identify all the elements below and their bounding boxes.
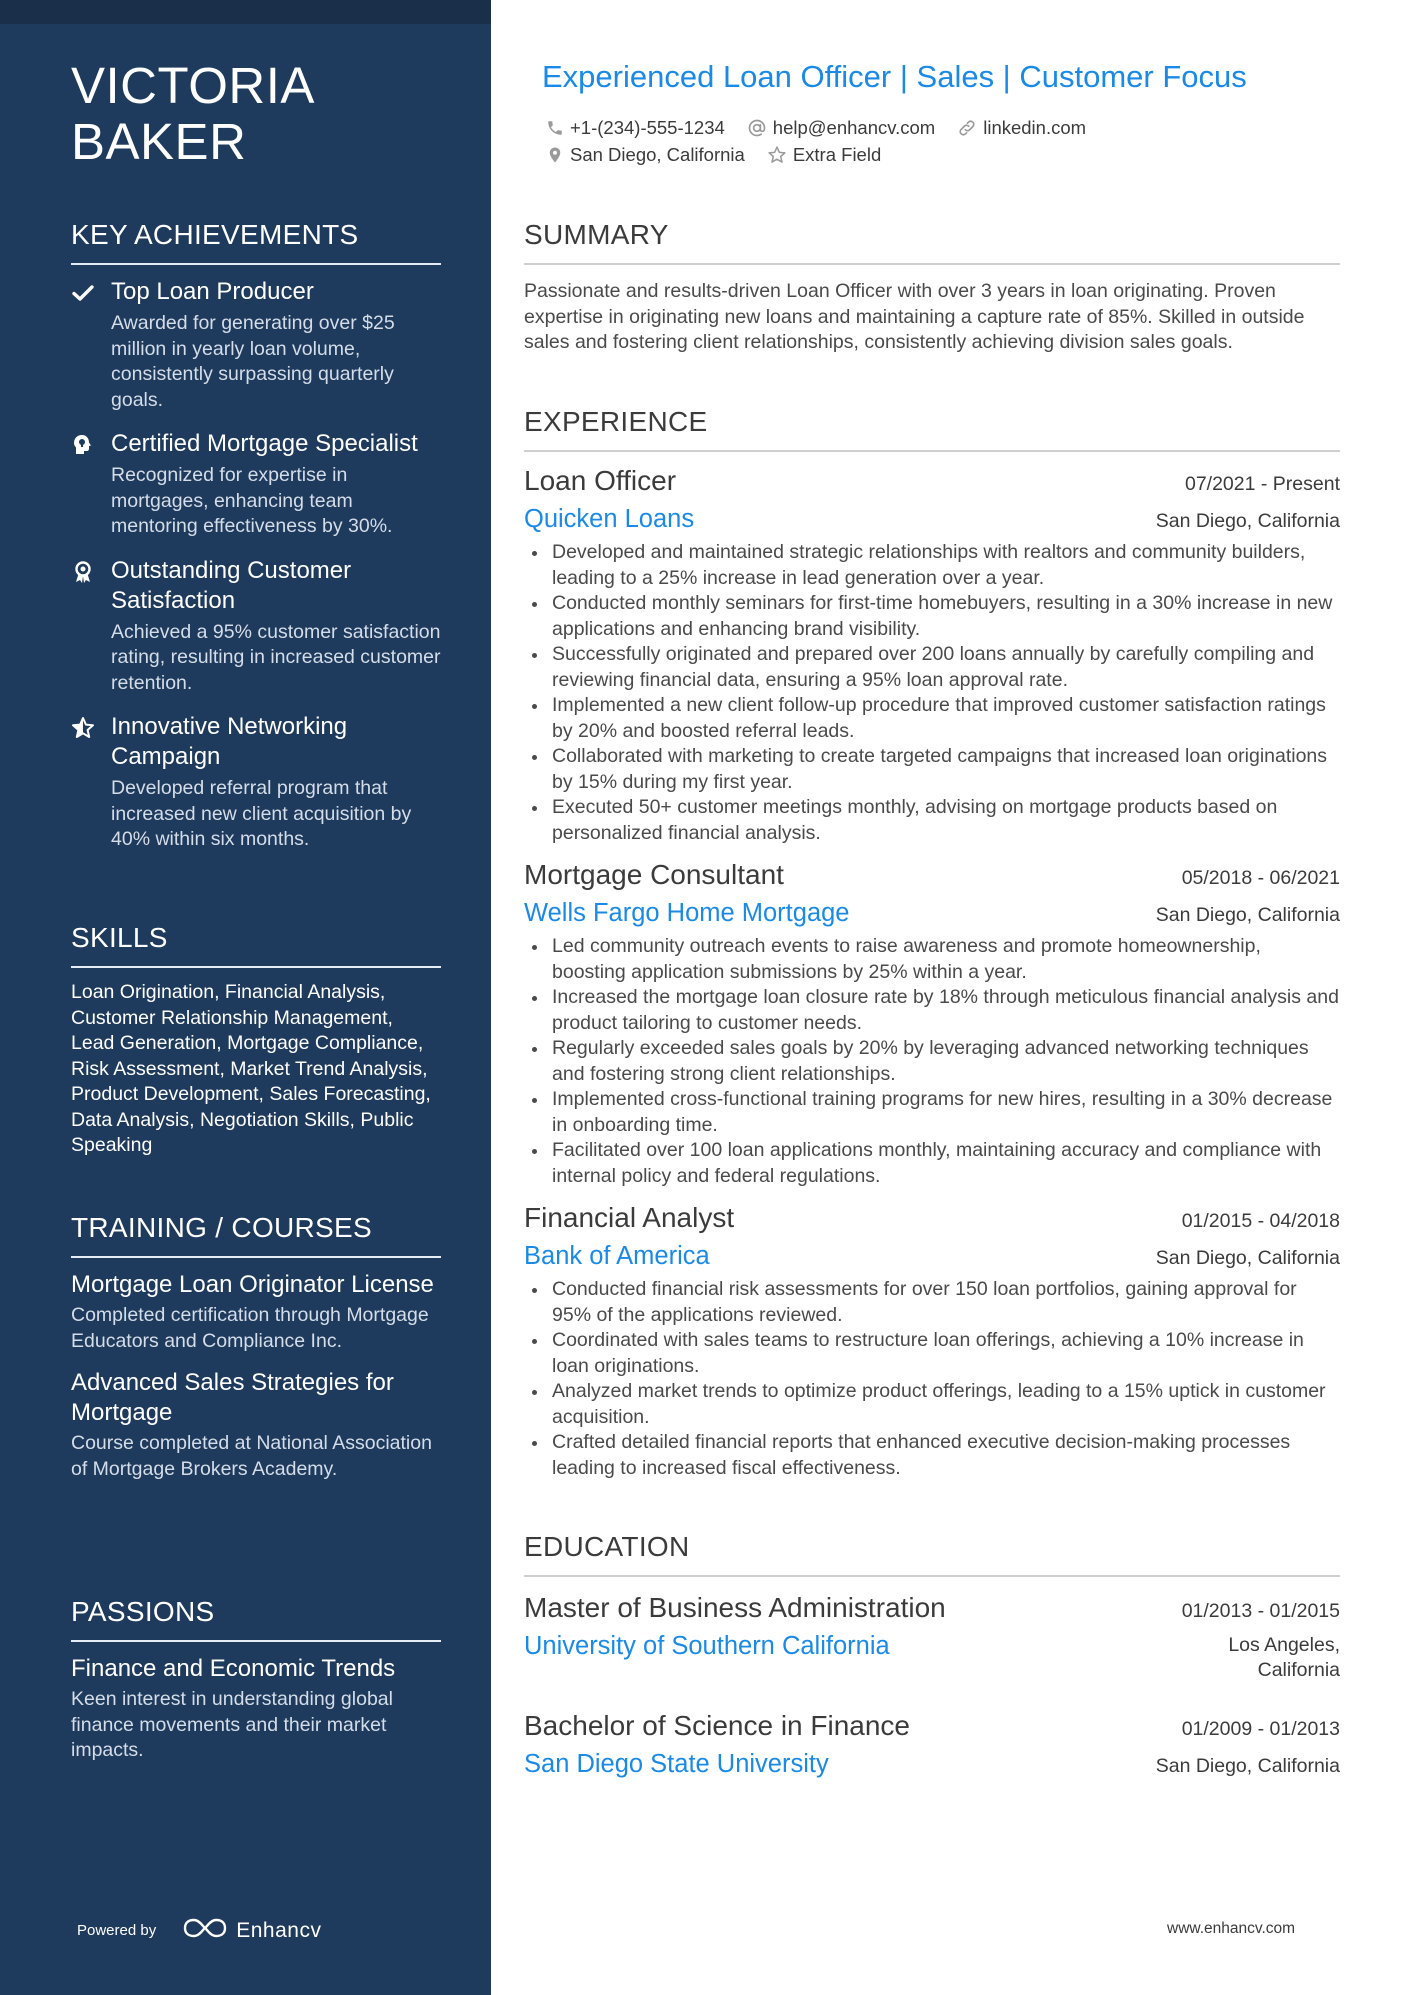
course-item bbox=[71, 1368, 441, 1482]
achievement-item bbox=[71, 712, 441, 853]
list-item: Facilitated over 100 loan applications monthly, maintaining accuracy and compliance with internal policy and federal regulations. bbox=[524, 1138, 1340, 1189]
list-item: Coordinated with sales teams to restructure loan offerings, achieving a 10% increase in loan originations. bbox=[524, 1328, 1340, 1379]
training-section bbox=[71, 1210, 441, 1496]
enhancv-logo[interactable] bbox=[182, 1915, 321, 1946]
education-date: 01/2013 - 01/2015 bbox=[1181, 1600, 1340, 1622]
job-bullets bbox=[524, 1277, 1340, 1481]
achievements-section bbox=[71, 217, 441, 869]
experience-title: EXPERIENCE bbox=[524, 404, 1340, 452]
company-name: Wells Fargo Home Mortgage bbox=[524, 899, 850, 927]
achievement-desc: Developed referral program that increased new client acquisition by 40% within six months. bbox=[111, 777, 412, 850]
award-ribbon-icon bbox=[71, 560, 95, 584]
location-contact bbox=[546, 144, 745, 166]
passions-section bbox=[71, 1594, 441, 1778]
phone-icon bbox=[546, 119, 564, 137]
list-item: Analyzed market trends to optimize product offerings, leading to a 15% uptick in customer acquisition. bbox=[524, 1379, 1340, 1430]
job-title: Financial Analyst bbox=[524, 1202, 735, 1233]
education-location-line1: Los Angeles, bbox=[1228, 1634, 1340, 1656]
education-entry bbox=[524, 1589, 1340, 1683]
half-star-icon bbox=[71, 716, 95, 740]
contact-row bbox=[546, 141, 1326, 168]
email-text: help@enhancv.com bbox=[772, 116, 936, 138]
passion-title: Finance and Economic Trends bbox=[71, 1655, 396, 1682]
location-pin-icon bbox=[546, 145, 564, 165]
education-date: 01/2009 - 01/2013 bbox=[1181, 1718, 1340, 1740]
checkmark-icon bbox=[71, 281, 95, 305]
at-icon bbox=[747, 118, 767, 138]
education-title: EDUCATION bbox=[524, 1529, 1340, 1577]
achievements-title: KEY ACHIEVEMENTS bbox=[71, 217, 441, 265]
location-text: San Diego, California bbox=[570, 143, 745, 165]
list-item: Crafted detailed financial reports that enhanced executive decision-making processes leading to increased fiscal effectiveness. bbox=[524, 1430, 1340, 1481]
skills-list: Loan Origination, Financial Analysis, Customer Relationship Management, Lead Generation, Mortgage Compliance, Risk Assessment, Market Trend Analysis, Product Development, Sales Forecasting, Data Analysis, Negotiation Skills, Public Speaking bbox=[71, 981, 431, 1156]
job-entry bbox=[524, 462, 1340, 846]
job-location: San Diego, California bbox=[1155, 904, 1340, 926]
last-name: BAKER bbox=[71, 113, 247, 170]
list-item: Increased the mortgage loan closure rate by 18% through meticulous financial analysis and product tailoring to customer needs. bbox=[524, 985, 1340, 1036]
link-icon bbox=[957, 118, 977, 138]
degree-title: Master of Business Administration bbox=[524, 1592, 946, 1623]
job-location: San Diego, California bbox=[1155, 510, 1340, 532]
achievement-item bbox=[71, 277, 441, 413]
course-item bbox=[71, 1270, 441, 1354]
job-title: Loan Officer bbox=[524, 465, 677, 496]
achievement-desc: Achieved a 95% customer satisfaction rating, resulting in increased customer retention. bbox=[111, 620, 441, 694]
achievement-title: Outstanding Customer Satisfaction bbox=[111, 556, 352, 614]
company-name: Quicken Loans bbox=[524, 505, 695, 533]
contact-info bbox=[546, 114, 1326, 168]
course-desc: Completed certification through Mortgage Educators and Compliance Inc. bbox=[71, 1304, 429, 1352]
course-title: Advanced Sales Strategies for Mortgage bbox=[71, 1369, 394, 1426]
first-name: VICTORIA bbox=[71, 57, 315, 114]
skills-title: SKILLS bbox=[71, 920, 441, 968]
list-item: Led community outreach events to raise awareness and promote homeownership, boosting application submissions by 25% within a year. bbox=[524, 934, 1340, 985]
achievement-item bbox=[71, 556, 441, 697]
school-name: San Diego State University bbox=[524, 1750, 829, 1778]
brand-name: Enhancv bbox=[236, 1918, 322, 1942]
job-location: San Diego, California bbox=[1155, 1247, 1340, 1269]
star-outline-icon bbox=[767, 145, 787, 165]
list-item: Implemented cross-functional training programs for new hires, resulting in a 30% decrease in onboarding time. bbox=[524, 1087, 1340, 1138]
job-bullets bbox=[524, 540, 1340, 846]
passion-desc: Keen interest in understanding global finance movements and their market impacts. bbox=[71, 1688, 393, 1761]
linkedin-contact[interactable] bbox=[957, 117, 1086, 139]
contact-row bbox=[546, 114, 1326, 141]
job-date: 07/2021 - Present bbox=[1184, 473, 1340, 495]
job-entry bbox=[524, 1199, 1340, 1481]
summary-title: SUMMARY bbox=[524, 217, 1340, 265]
list-item: Successfully originated and prepared over 200 loans annually by carefully compiling and reviewing financial data, ensuring a 95% loan approval rate. bbox=[524, 642, 1340, 693]
powered-by bbox=[77, 1915, 321, 1946]
achievement-title: Innovative Networking Campaign bbox=[111, 713, 348, 770]
job-entry bbox=[524, 856, 1340, 1189]
job-date: 05/2018 - 06/2021 bbox=[1181, 867, 1340, 889]
education-entry bbox=[524, 1707, 1340, 1783]
course-title: Mortgage Loan Originator License bbox=[71, 1271, 434, 1298]
job-bullets bbox=[524, 934, 1340, 1189]
summary-text: Passionate and results-driven Loan Officer with over 3 years in loan originating. Proven expertise in originating new loans and maintaining a capture rate of 85%. Skilled in outside sales and fostering client relationships, consistently achieving division sales goals. bbox=[524, 280, 1305, 353]
extra-field-contact bbox=[767, 144, 881, 166]
list-item: Collaborated with marketing to create targeted campaigns that increased loan originations by 15% during my first year. bbox=[524, 744, 1340, 795]
headline: Experienced Loan Officer | Sales | Customer Focus bbox=[542, 59, 1247, 94]
candidate-name bbox=[71, 58, 461, 170]
sidebar bbox=[0, 0, 491, 1995]
skills-section bbox=[71, 920, 441, 1159]
linkedin-text: linkedin.com bbox=[983, 116, 1087, 138]
summary-section bbox=[524, 217, 1340, 356]
education-location: San Diego, California bbox=[1155, 1755, 1340, 1777]
education-section bbox=[524, 1529, 1340, 1783]
powered-label: Powered by bbox=[77, 1922, 157, 1939]
list-item: Implemented a new client follow-up procedure that improved customer satisfaction ratings by 20% and boosted referral leads. bbox=[524, 693, 1340, 744]
school-name: University of Southern California bbox=[524, 1632, 890, 1660]
email-contact[interactable] bbox=[747, 117, 935, 139]
course-desc: Course completed at National Association of Mortgage Brokers Academy. bbox=[71, 1432, 432, 1480]
head-bulb-icon bbox=[71, 433, 95, 457]
achievement-desc: Recognized for expertise in mortgages, enhancing team mentoring effectiveness by 30%. bbox=[111, 464, 393, 537]
list-item: Regularly exceeded sales goals by 20% by leveraging advanced networking techniques and fostering strong client relationships. bbox=[524, 1036, 1340, 1087]
achievement-desc: Awarded for generating over $25 million in yearly loan volume, consistently surpassing quarterly goals. bbox=[111, 312, 395, 411]
education-location-line2: California bbox=[1257, 1659, 1340, 1681]
phone-contact[interactable] bbox=[546, 117, 725, 139]
extra-field-text: Extra Field bbox=[792, 143, 882, 165]
achievement-item bbox=[71, 429, 441, 540]
list-item: Conducted financial risk assessments for over 150 loan portfolios, gaining approval for 95% of the applications reviewed. bbox=[524, 1277, 1340, 1328]
company-name: Bank of America bbox=[524, 1242, 710, 1270]
achievement-title: Top Loan Producer bbox=[111, 278, 314, 305]
achievement-title: Certified Mortgage Specialist bbox=[111, 430, 418, 457]
experience-section bbox=[524, 404, 1340, 1481]
infinity-logo-icon bbox=[182, 1915, 228, 1946]
sidebar-top-bar bbox=[0, 0, 491, 24]
job-title: Mortgage Consultant bbox=[524, 859, 784, 890]
education-location bbox=[1228, 1627, 1340, 1683]
list-item: Executed 50+ customer meetings monthly, advising on mortgage products based on personalized financial analysis. bbox=[524, 795, 1340, 846]
list-item: Conducted monthly seminars for first-time homebuyers, resulting in a 30% increase in new applications and enhancing brand visibility. bbox=[524, 591, 1340, 642]
training-title: TRAINING / COURSES bbox=[71, 1210, 441, 1258]
passion-item bbox=[71, 1654, 441, 1764]
passions-title: PASSIONS bbox=[71, 1594, 441, 1642]
phone-text: +1-(234)-555-1234 bbox=[570, 116, 725, 138]
job-date: 01/2015 - 04/2018 bbox=[1181, 1210, 1340, 1232]
degree-title: Bachelor of Science in Finance bbox=[524, 1710, 910, 1741]
footer-url[interactable]: www.enhancv.com bbox=[1167, 1920, 1296, 1937]
list-item: Developed and maintained strategic relationships with realtors and community builders, leading to a 25% increase in lead generation over a year. bbox=[524, 540, 1340, 591]
